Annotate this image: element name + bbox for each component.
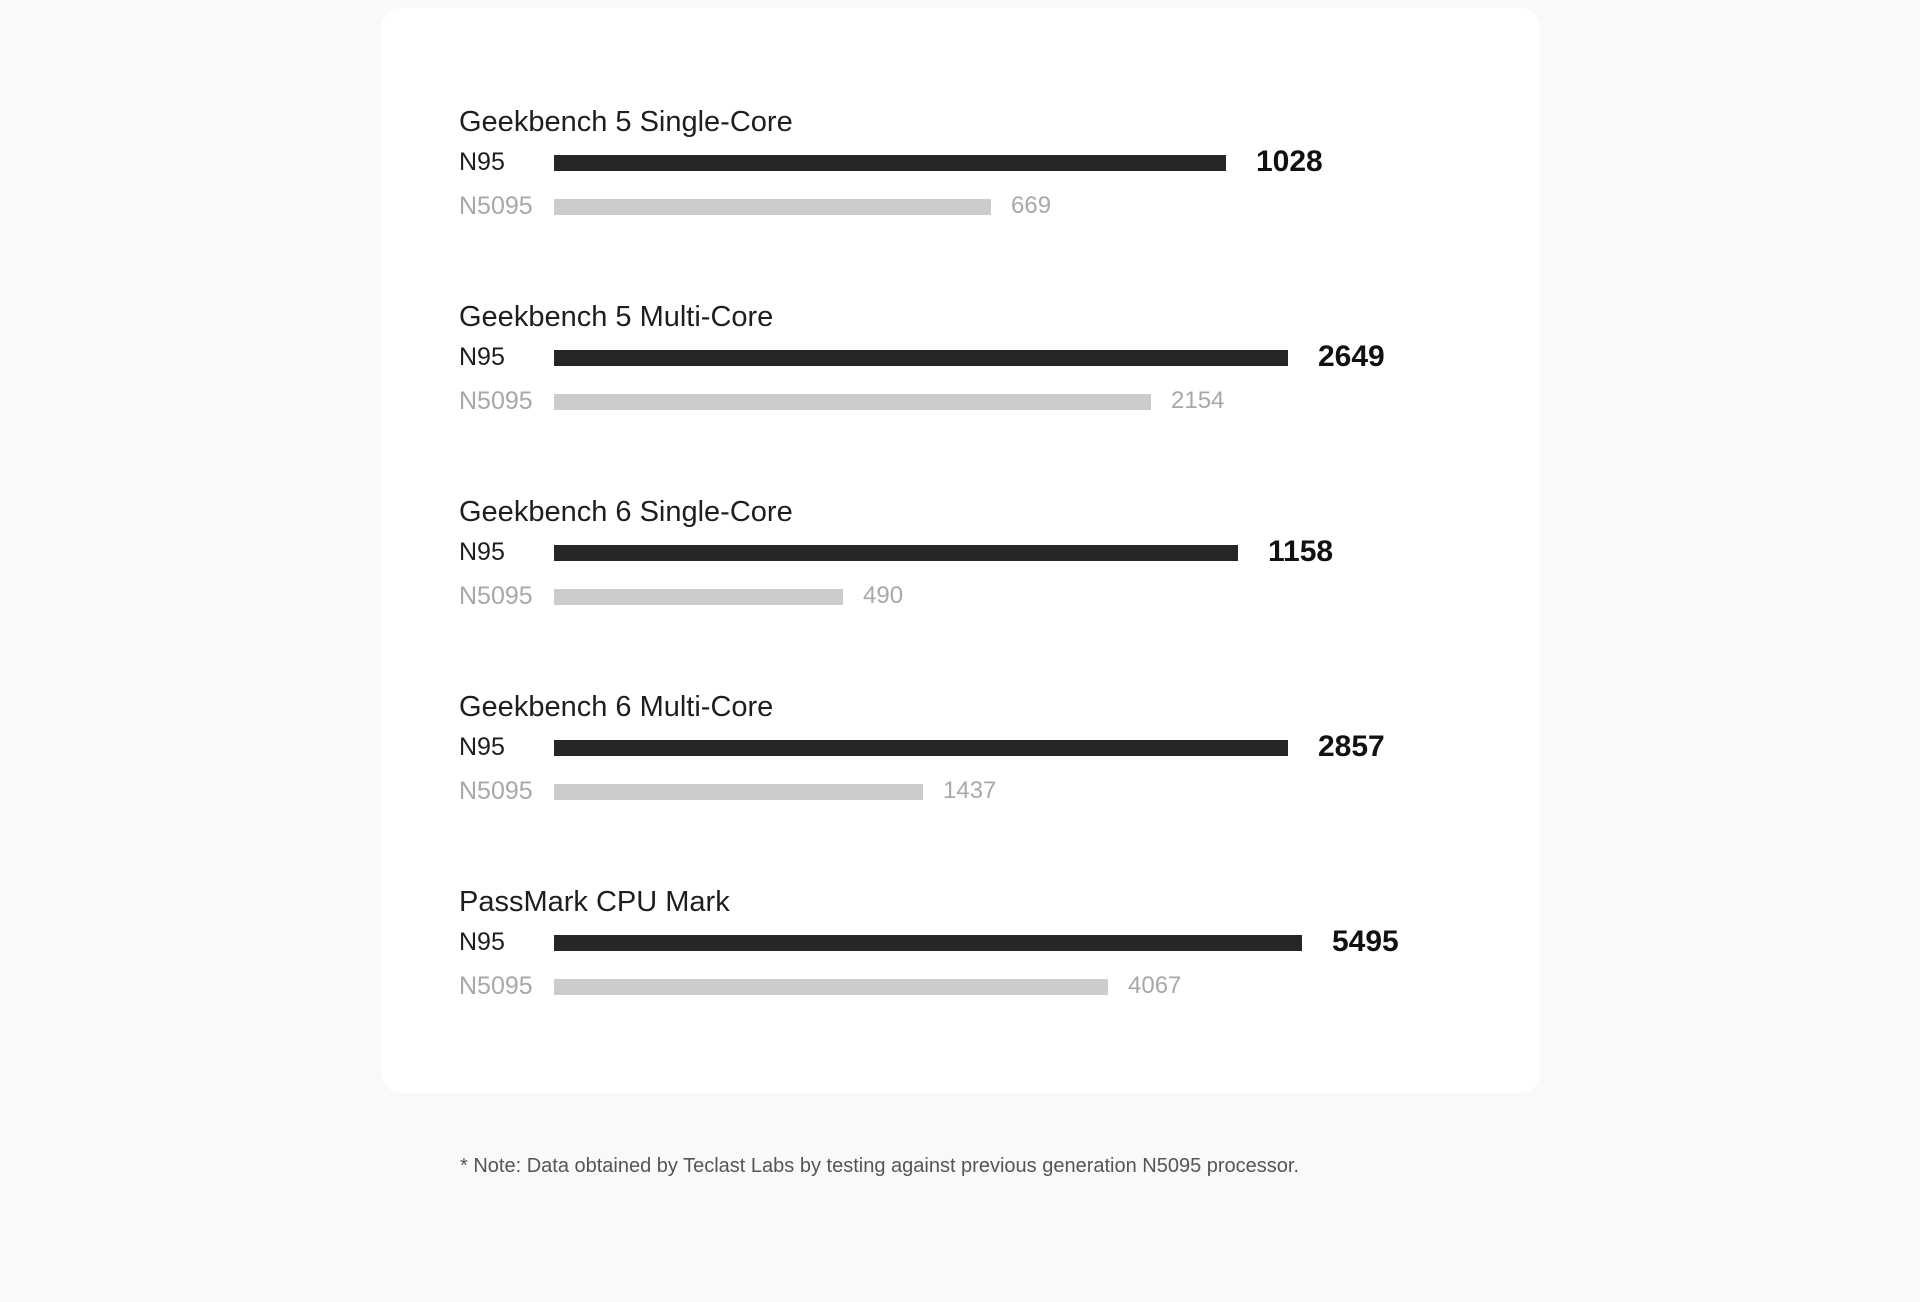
n5095-bar xyxy=(554,784,923,800)
score-value: 2857 xyxy=(1318,730,1385,763)
n5095-row xyxy=(459,383,1459,419)
benchmark-group xyxy=(459,299,1459,449)
benchmark-group xyxy=(459,494,1459,644)
score-value: 5495 xyxy=(1332,925,1399,958)
n95-row xyxy=(459,339,1459,375)
series-label: N5095 xyxy=(459,777,533,805)
benchmark-group xyxy=(459,884,1459,1034)
n5095-row xyxy=(459,578,1459,614)
score-value: 1437 xyxy=(943,777,997,804)
n95-row xyxy=(459,729,1459,765)
series-label: N95 xyxy=(459,343,505,371)
score-value: 4067 xyxy=(1128,972,1182,999)
footnote: * Note: Data obtained by Teclast Labs by testing against previous generation N5095 processor. xyxy=(460,1155,1300,1177)
benchmark-title: Geekbench 6 Multi-Core xyxy=(459,691,774,723)
score-value: 490 xyxy=(863,582,904,609)
n95-row xyxy=(459,534,1459,570)
benchmark-group xyxy=(459,104,1459,254)
n95-bar xyxy=(554,155,1226,171)
series-label: N5095 xyxy=(459,387,533,415)
n5095-bar xyxy=(554,394,1151,410)
n95-row xyxy=(459,144,1459,180)
benchmark-group xyxy=(459,689,1459,839)
n5095-bar xyxy=(554,979,1108,995)
n5095-bar xyxy=(554,589,843,605)
series-label: N95 xyxy=(459,148,505,176)
series-label: N95 xyxy=(459,538,505,566)
n5095-row xyxy=(459,968,1459,1004)
score-value: 2154 xyxy=(1171,387,1225,414)
benchmark-title: Geekbench 5 Single-Core xyxy=(459,106,793,138)
score-value: 1158 xyxy=(1268,535,1334,568)
benchmark-title: Geekbench 5 Multi-Core xyxy=(459,301,774,333)
score-value: 2649 xyxy=(1318,340,1385,373)
score-value: 669 xyxy=(1011,192,1052,219)
n95-bar xyxy=(554,350,1288,366)
benchmark-title: PassMark CPU Mark xyxy=(459,886,730,918)
series-label: N5095 xyxy=(459,972,533,1000)
n95-bar xyxy=(554,545,1238,561)
series-label: N5095 xyxy=(459,582,533,610)
n95-bar xyxy=(554,935,1302,951)
benchmark-title: Geekbench 6 Single-Core xyxy=(459,496,793,528)
n5095-row xyxy=(459,773,1459,809)
score-value: 1028 xyxy=(1256,145,1323,178)
n95-row xyxy=(459,924,1459,960)
series-label: N5095 xyxy=(459,192,533,220)
n95-bar xyxy=(554,740,1288,756)
n5095-bar xyxy=(554,199,991,215)
n5095-row xyxy=(459,188,1459,224)
series-label: N95 xyxy=(459,928,505,956)
series-label: N95 xyxy=(459,733,505,761)
